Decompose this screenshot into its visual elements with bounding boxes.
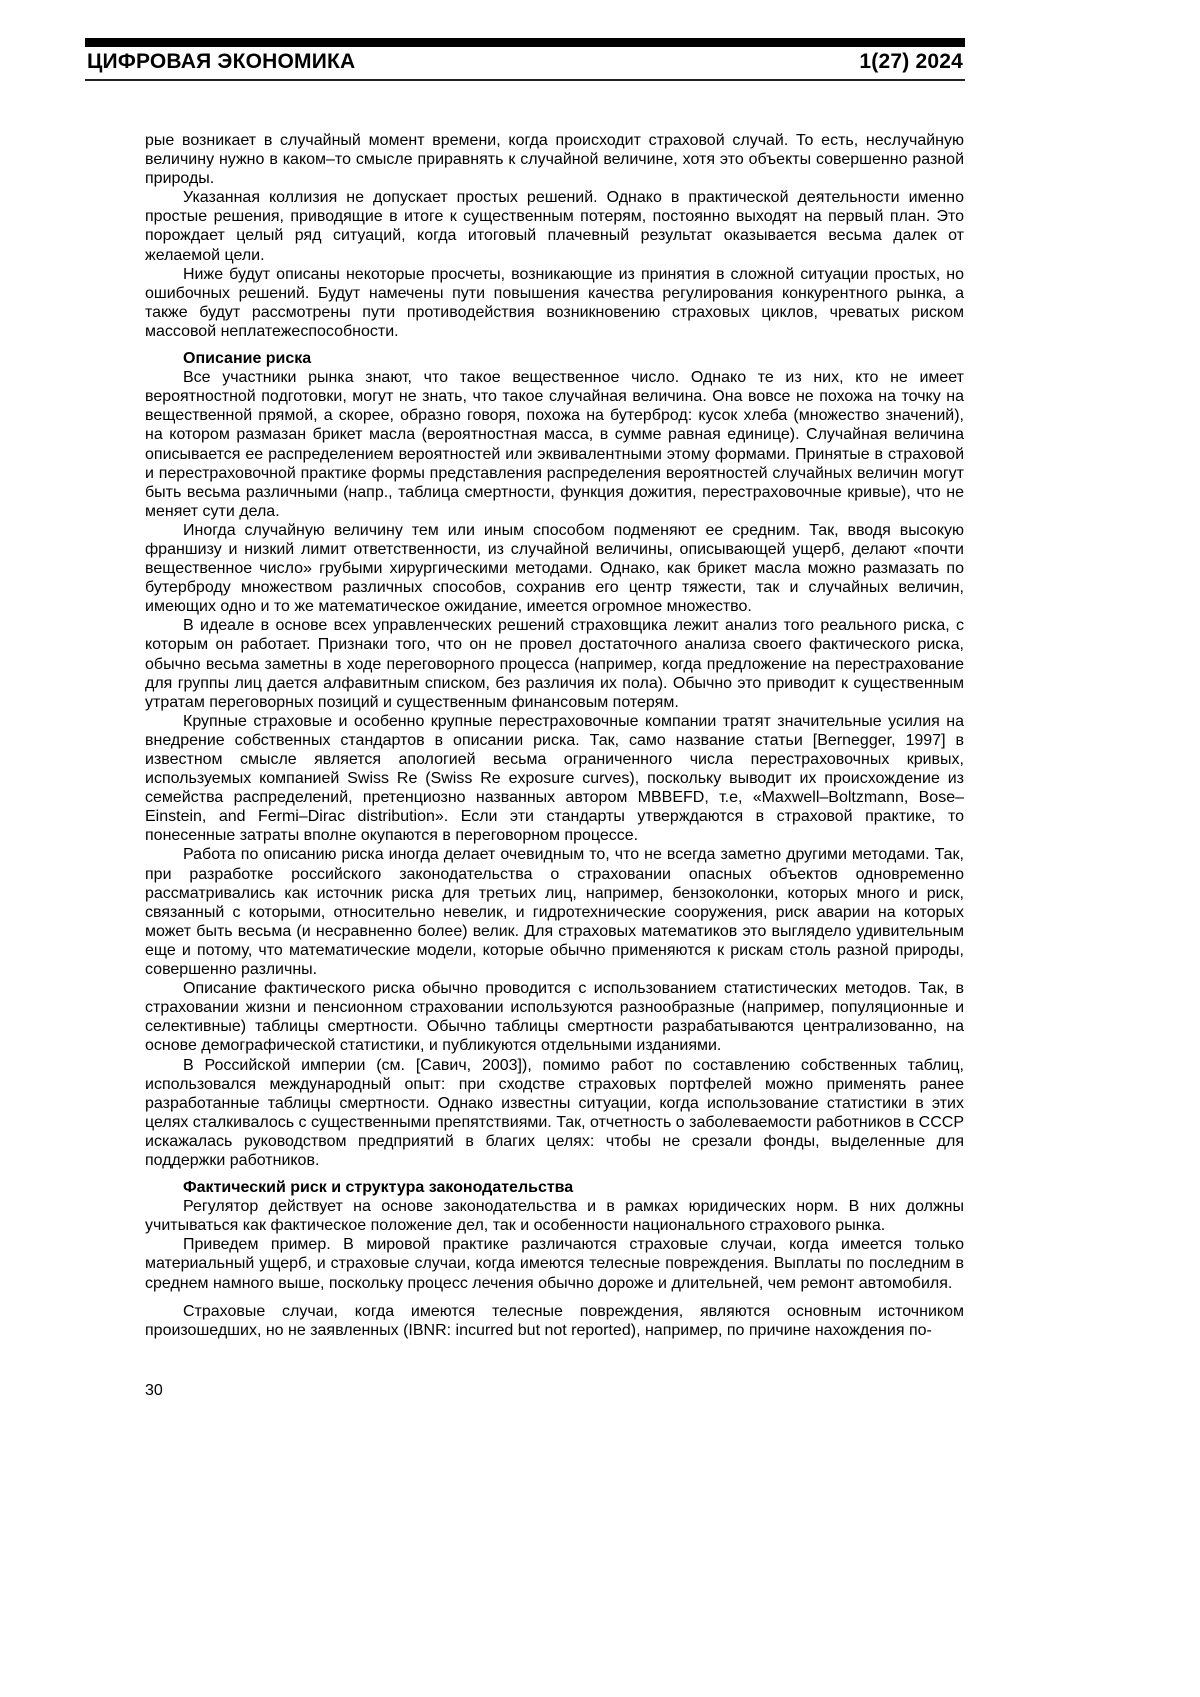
section-heading-actual-risk: Фактический риск и структура законодательства bbox=[183, 1179, 574, 1197]
page-number: 30 bbox=[145, 1382, 163, 1399]
paragraph: Приведем пример. В мировой практике различаются страховые случаи, когда имеется только материальный ущерб, и страховые случаи, когда имеются телесные повреждения. Выплаты по последним в среднем намного выше, поскольку процесс лечения обычно дороже и длительней, чем ремонт автомобиля. bbox=[145, 1236, 964, 1292]
paragraph: Указанная коллизия не допускает простых решений. Однако в практической деятельности именно простые решения, приводящие в итоге к существенным потерям, постоянно выходят на первый план. Это порождает целый ряд ситуаций, когда итоговый плачевный результат оказывается весьма далек от желаемой цели. bbox=[145, 189, 964, 264]
page-footer bbox=[145, 1382, 163, 1400]
journal-title: ЦИФРОВАЯ ЭКОНОМИКА bbox=[87, 50, 356, 73]
paragraph: Страховые случаи, когда имеются телесные повреждения, являются основным источником произошедших, но не заявленных (IBNR: incurred but not reported), например, по причине нахождения по- bbox=[145, 1302, 964, 1339]
paragraph: Описание фактического риска обычно проводится с использованием статистических методов. Так, в страховании жизни и пенсионном страховании используются разнообразные (например, популяционные и селективные) таблицы смертности. Обычно таблицы смертности разрабатываются централизованно, на основе демографической статистики, и публикуются отдельными изданиями. bbox=[145, 980, 964, 1055]
article-body bbox=[145, 131, 964, 1340]
header-thick-rule bbox=[85, 38, 965, 47]
paragraph: Регулятор действует на основе законодательства и в рамках юридических норм. В них должны учитываться как фактическое положение дел, так и особенности национального страхового рынка. bbox=[145, 1198, 964, 1235]
paragraph: Ниже будут описаны некоторые просчеты, возникающие из принятия в сложной ситуации простых, но ошибочных решений. Будут намечены пути повышения качества регулирования конкурентного рынка, а также будут рассмотрены пути противодействия возникновению страховых циклов, чреватых риском массовой неплатежеспособности. bbox=[145, 265, 964, 340]
paragraph: Работа по описанию риска иногда делает очевидным то, что не всегда заметно другими методами. Так, при разработке российского законодательства о страховании опасных объектов одновременно рассматривались как источник риска для третьих лиц, например, бензоколонки, которых много и риск, связанный с которыми, относительно невелик, и гидротехнические сооружения, риск аварии на которых может быть весьма (и несравненно более) велик. Для страховых математиков это выглядело удивительным еще и потому, что математические модели, которые обычно применяются к рискам столь разной природы, совершенно различны. bbox=[145, 846, 964, 979]
paragraph: В Российской империи (см. [Савич, 2003]), помимо работ по составлению собственных таблиц, использовался международный опыт: при сходстве страховых портфелей можно применять ранее разработанные таблицы смертности. Однако известны ситуации, когда использование статистики в этих целях сталкивалось с существенными препятствиями. Так, отчетность о заболеваемости работников в СССР искажалась руководством предприятий в благих целях: чтобы не срезали фонды, выделенные для поддержки работников. bbox=[145, 1056, 964, 1169]
header-row bbox=[85, 47, 965, 81]
paragraph: В идеале в основе всех управленческих решений страховщика лежит анализ того реального риска, с которым он работает. Признаки того, что он не провел достаточного анализа своего фактического риска, обычно весьма заметны в ходе переговорного процесса (например, когда предложение на перестрахование для группы лиц дается алфавитным списком, без различия их пола). Обычно это приводит к существенным утратам переговорных позиций и существенным финансовым потерям. bbox=[145, 617, 964, 711]
paragraph: Иногда случайную величину тем или иным способом подменяют ее средним. Так, вводя высокую франшизу и низкий лимит ответственности, из случайной величины, описывающей ущерб, делают «почти вещественное число» грубыми хирургическими методами. Однако, как брикет масла можно размазать по бутерброду множеством различных способов, сохранив его центр тяжести, так и случайных величин, имеющих одно и то же математическое ожидание, имеется огромное множество. bbox=[145, 521, 964, 616]
section-heading-risk-description: Описание риска bbox=[183, 350, 312, 368]
paragraph: Все участники рынка знают, что такое вещественное число. Однако те из них, кто не имеет вероятностной подготовки, могут не знать, что такое случайная величина. Она вовсе не похожа на точку на вещественной прямой, а скорее, образно говоря, похожа на бутерброд: кусок хлеба (множество значений), на котором размазан брикет масла (вероятностная масса, в сумме равная единице). Случайная величина описывается ее распределением вероятностей или эквивалентными этому формами. Принятые в страховой и перестраховочной практике формы представления распределения вероятностей случайных величин могут быть весьма различными (напр., таблица смертности, функция дожития, перестраховочные кривые), что не меняет сути дела. bbox=[145, 369, 964, 520]
page-header bbox=[85, 38, 965, 81]
issue-number: 1(27) 2024 bbox=[859, 50, 963, 73]
paragraph-continuation: рые возникает в случайный момент времени, когда происходит страховой случай. То есть, неслучайную величину нужно в каком–то смысле приравнять к случайной величине, хотя это объекты совершенно разной природы. bbox=[145, 132, 964, 188]
paragraph: Крупные страховые и особенно крупные перестраховочные компании тратят значительные усилия на внедрение собственных стандартов в описании риска. Так, само название статьи [Bernegger, 1997] в известном смысле является апологией весьма ограниченного числа перестраховочных кривых, используемых компанией Swiss Re (Swiss Re exposure curves), поскольку выводит их происхождение из семейства распределений, претенциозно названных автором MBBEFD, т.е, «Maxwell–Boltzmann, Bose–Einstein, and Fermi–Dirac distribution». Если эти стандарты утверждаются в страховой практике, то понесенные затраты вполне окупаются в переговорном процессе. bbox=[145, 712, 964, 845]
